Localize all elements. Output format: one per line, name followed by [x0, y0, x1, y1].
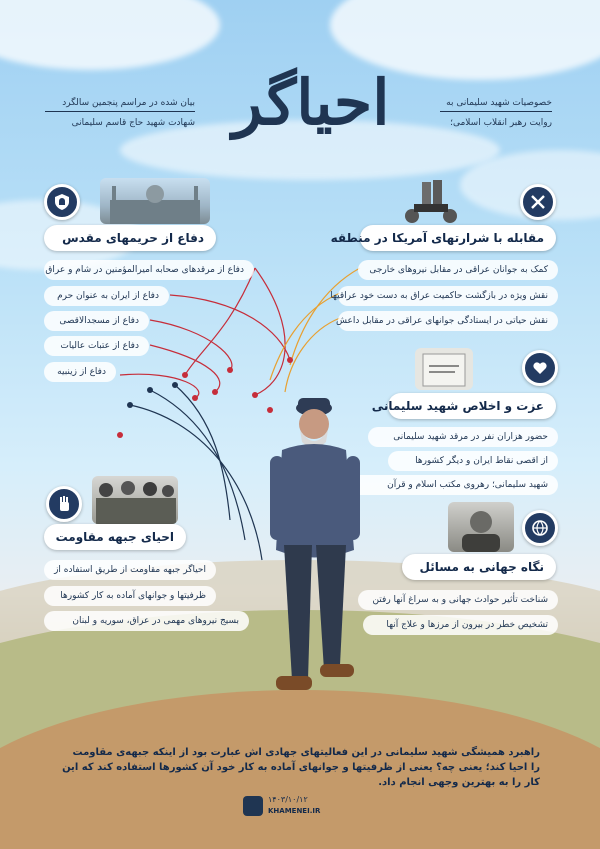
honor-item: حضور هزاران نفر در مرقد شهید سلیمانی: [368, 427, 558, 447]
site-name: KHAMENEI.IR: [268, 807, 321, 815]
resistance-heading: احیای جبهه مقاومت: [44, 524, 186, 550]
global-heading: نگاه جهانی به مسائل: [402, 554, 556, 580]
honor-heading: عزت و اخلاص شهید سلیمانی: [388, 393, 556, 419]
defense-item: دفاع از عتبات عالیات: [44, 336, 149, 356]
globe-icon: [522, 510, 558, 546]
footer-description: راهبرد همیشگی شهید سلیمانی در این فعالیتهای جهادی اش عبارت بود از اینکه جبهه‌ی مقاومت را احیا کند؛ یعنی چه؟ یعنی از ظرفیتها و جوانهای آماده به کار خود آن کشورها استفاده کند که این کار را به بهترین وجهی انجام داد.: [62, 747, 540, 788]
poster-title: احیاگر: [232, 66, 390, 139]
heart-hands-icon: [522, 350, 558, 386]
resistance-item: احیاگر جبهه مقاومت از طریق استفاده از: [44, 560, 216, 580]
defense-item: دفاع از مرقدهای صحابه امیرالمؤمنین در شام و عراق: [44, 260, 254, 280]
walking-man-figure: [262, 380, 372, 700]
defense-item: دفاع از ایران به عنوان حرم: [44, 286, 169, 306]
defense-item: دفاع از زینبیه: [44, 362, 116, 382]
raised-fist-icon: [46, 486, 82, 522]
america-item: نقش ویژه در بازگشت حاکمیت عراق به دست خود عراقیها: [338, 286, 558, 306]
fighters-photo: [92, 476, 178, 524]
publish-date: ۱۴۰۳/۱۰/۱۲: [268, 795, 308, 804]
motorcycle-photo: [400, 176, 462, 224]
khamenei-logo-icon: [243, 796, 263, 816]
tombstone-photo: [415, 348, 473, 390]
portrait-photo: [448, 502, 514, 552]
header-right-line2: روایت رهبر انقلاب اسلامی؛: [450, 118, 552, 128]
america-heading: مقابله با شرارتهای آمریکا در منطقه: [360, 225, 556, 251]
defense-heading: دفاع از حریمهای مقدس: [44, 225, 216, 251]
honor-item: از اقصی نقاط ایران و دیگر کشورها: [388, 451, 558, 471]
header-left-line2: شهادت شهید حاج قاسم سلیمانی: [71, 118, 195, 128]
divider: [440, 111, 552, 112]
crossed-swords-icon: [520, 184, 556, 220]
america-item: کمک به جوانان عراقی در مقابل نیروهای خارجی: [358, 260, 558, 280]
america-item: نقش حیاتی در ایستادگی جوانهای عراقی در مقابل داعش: [338, 311, 558, 331]
mosque-shield-icon: [44, 184, 80, 220]
divider: [45, 111, 195, 112]
header-right-line1: خصوصیات شهید سلیمانی به: [446, 98, 552, 108]
header-left-line1: بیان شده در مراسم پنجمین سالگرد: [62, 98, 195, 108]
global-item: تشخیص خطر در بیرون از مرزها و علاج آنها: [363, 615, 558, 635]
honor-item: شهید سلیمانی؛ رهروی مکتب اسلام و قرآن: [348, 475, 558, 495]
defense-item: دفاع از مسجدالاقصی: [44, 311, 149, 331]
shrine-photo: [100, 178, 210, 224]
resistance-item: بسیج نیروهای مهمی در عراق، سوریه و لبنان: [44, 611, 249, 631]
global-item: شناخت تأثیر حوادث جهانی و به سراغ آنها رفتن: [358, 590, 558, 610]
resistance-item: ظرفیتها و جوانهای آماده به کار کشورها: [44, 586, 216, 606]
